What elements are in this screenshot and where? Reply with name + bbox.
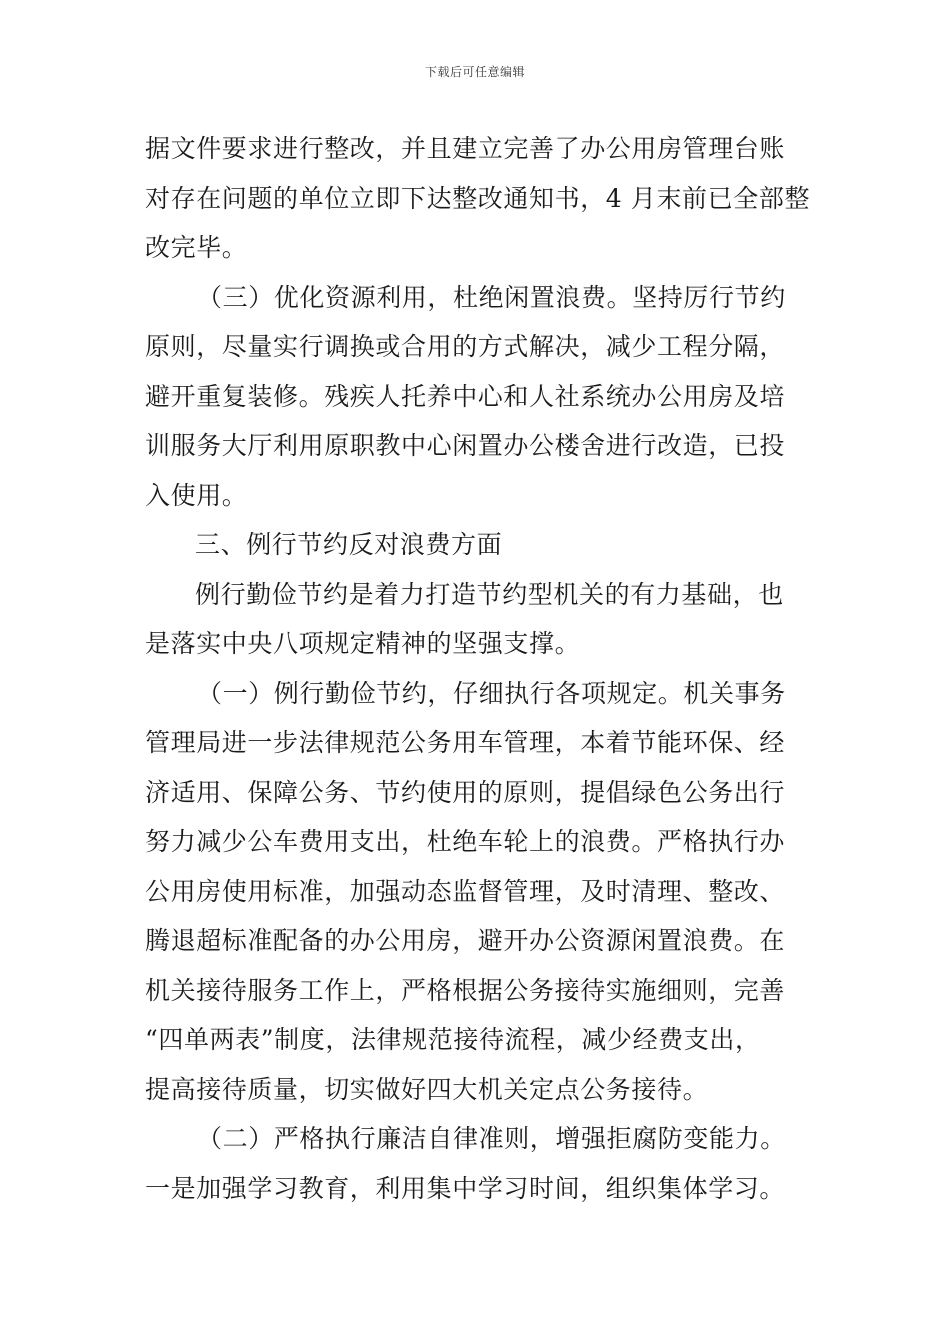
text-line: （二）严格执行廉洁自律准则，增强拒腐防变能力。	[197, 1124, 786, 1153]
text-line: 济适用、保障公务、节约使用的原则，提倡绿色公务出行	[145, 777, 786, 807]
page-header: 下载后可任意编辑	[424, 65, 525, 79]
text-line: 努力减少公车费用支出，杜绝车轮上的浪费。严格执行办	[145, 827, 786, 856]
text-line: 腾退超标准配备的办公用房，避开办公资源闲置浪费。在	[145, 926, 786, 955]
text-line: 提高接待质量，切实做好四大机关定点公务接待。	[145, 1074, 709, 1104]
text-line: 训服务大厅利用原职教中心闲置办公楼舍进行改造，已投	[145, 431, 786, 460]
text-line: 入使用。	[145, 480, 248, 510]
text-line: 例行勤俭节约是着力打造节约型机关的有力基础，也	[195, 579, 784, 609]
text-line: 据文件要求进行整改，并且建立完善了办公用房管理台账	[145, 134, 786, 163]
text-line: 改完毕。	[145, 233, 248, 262]
section-heading: 三、例行节约反对浪费方面	[195, 530, 503, 559]
text-line: 公用房使用标准，加强动态监督管理，及时清理、整改、	[145, 876, 786, 906]
text-line: （一）例行勤俭节约，仔细执行各项规定。机关事务	[197, 678, 786, 708]
document-body	[145, 124, 810, 1213]
text-line: 避开重复装修。残疾人托养中心和人社系统办公用房及培	[145, 381, 786, 411]
text-line: 一是加强学习教育，利用集中学习时间，组织集体学习。	[145, 1173, 786, 1203]
text-line: 对存在问题的单位立即下达整改通知书，4 月末前已全部整	[145, 183, 811, 213]
text-line: “四单两表”制度，法律规范接待流程，减少经费支出，	[145, 1025, 761, 1054]
text-line: 是落实中央八项规定精神的坚强支撑。	[145, 629, 581, 658]
text-line: 管理局进一步法律规范公务用车管理，本着节能环保、经	[145, 728, 786, 757]
text-line: （三）优化资源利用，杜绝闲置浪费。坚持厉行节约	[197, 282, 786, 312]
text-line: 原则，尽量实行调换或合用的方式解决，减少工程分隔，	[145, 332, 786, 361]
text-line: 机关接待服务工作上，严格根据公务接待实施细则，完善	[145, 975, 786, 1005]
